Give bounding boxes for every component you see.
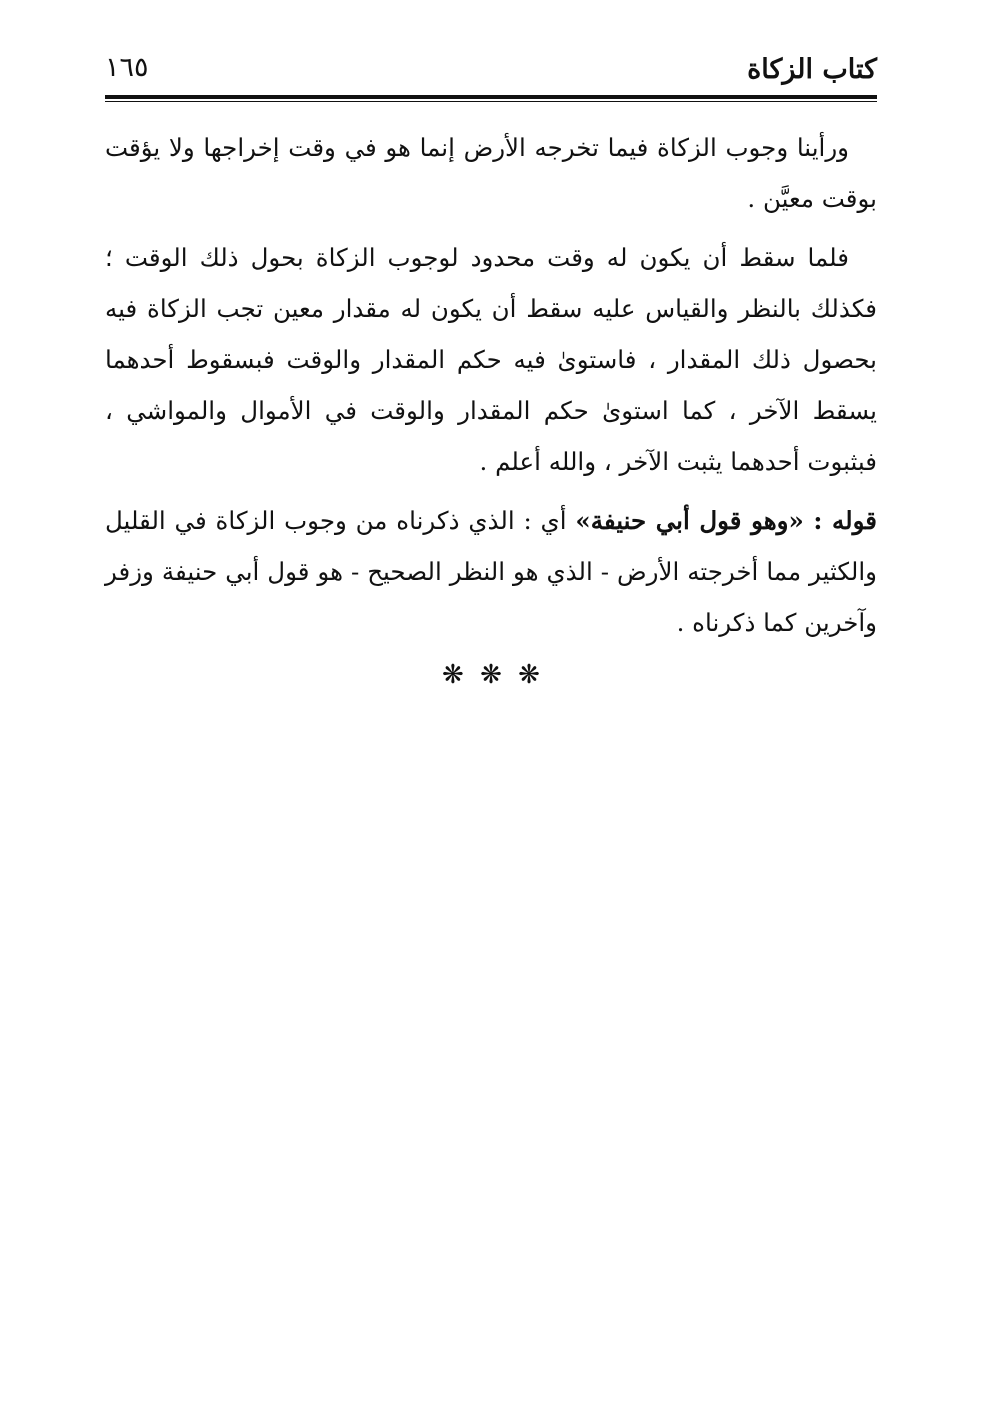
paragraph-3 [105, 495, 877, 648]
body-text [105, 122, 877, 648]
paragraph-2: فلما سقط أن يكون له وقت محدود لوجوب الزكاة بحول ذلك الوقت ؛ فكذلك بالنظر والقياس عليه سقط أن يكون له مقدار معين تجب الزكاة فيه بحصول ذلك المقدار ، فاستوىٰ فيه حكم المقدار والوقت فبسقوط أحدهما يسقط الآخر ، كما استوىٰ حكم المقدار والوقت في الأموال والمواشي ، فبثبوت أحدهما يثبت الآخر ، والله أعلم . [105, 243, 877, 476]
book-title: كتاب الزكاة [747, 54, 877, 85]
section-separator: ❋ ❋ ❋ [442, 660, 544, 690]
page-number: ١٦٥ [105, 52, 149, 83]
quoted-phrase: قوله : «وهو قول أبي حنيفة» [575, 506, 877, 535]
paragraph-3-text: أي : الذي ذكرناه من وجوب الزكاة في القليل والكثير مما أخرجته الأرض - الذي هو النظر الصحيح - هو قول أبي حنيفة وزفر وآخرين كما ذكرناه . [105, 506, 877, 637]
header-rule-thick [105, 95, 877, 99]
header-rule-thin [105, 101, 877, 102]
paragraph-1: ورأينا وجوب الزكاة فيما تخرجه الأرض إنما هو في وقت إخراجها ولا يؤقت بوقت معيَّن . [105, 133, 877, 213]
running-header [105, 52, 877, 92]
